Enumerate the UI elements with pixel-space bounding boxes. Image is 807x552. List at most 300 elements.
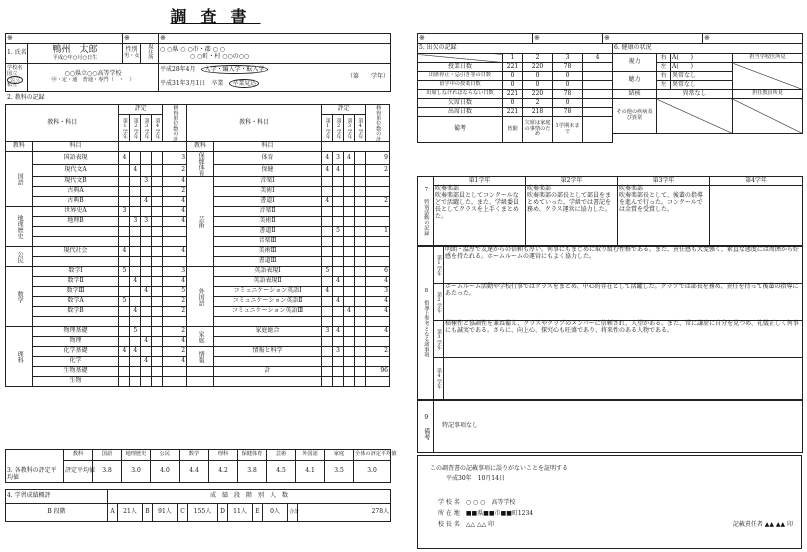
grade-year-2 [333, 367, 344, 377]
grade-year-4 [354, 367, 365, 377]
grade-year-1 [119, 177, 130, 187]
units-value [365, 317, 389, 327]
table-row [418, 247, 803, 284]
grade-year-1: 4 [322, 287, 333, 297]
star-mark: ※ [533, 34, 603, 44]
grade-year-3 [344, 247, 355, 257]
section-9-label: 9 備考 [418, 401, 434, 453]
subject-name: コミュニケーション英語Ⅲ [213, 307, 322, 317]
attendance-year: 4 [583, 54, 613, 63]
guidance-text: 積極性と協調性を兼ね備え、クラスやクラブのメンバーに信頼され、人望がある。また、常に謙虚に自分を見つめ、礼儀正しく何事にも誠実である。さらに、向上心、探究心も旺盛であり、将来性のある人物である。 [444, 321, 803, 358]
subject-group-name: 地理歴史 [6, 207, 33, 247]
grade-year-3 [141, 237, 152, 247]
subject-name: 書道Ⅱ [213, 227, 322, 237]
grade-year-4 [152, 287, 163, 297]
grade-band-label: D [218, 504, 228, 522]
grade-year-1 [322, 307, 333, 317]
grade-year-3 [141, 317, 152, 327]
subject-name [32, 317, 119, 327]
hearing-label: 聴力 [613, 72, 657, 90]
guidance-year: 第4学年 [434, 358, 444, 400]
average-table [5, 449, 397, 483]
attendance-value [583, 72, 613, 81]
subject-name [32, 227, 119, 237]
units-value: 3 [162, 152, 186, 165]
grade-year-2: 4 [130, 277, 141, 287]
student-name: 鴨州 太郎 [52, 45, 98, 56]
units-value [365, 357, 389, 367]
attendance-value: 0 [553, 72, 583, 81]
grade-year-3 [141, 367, 152, 377]
kyoka-header: 教科 [6, 142, 33, 152]
subject-name: 音楽Ⅱ [213, 207, 322, 217]
section-4-title: 4. 学習成績概評 [6, 490, 108, 504]
grade-year-2 [333, 307, 344, 317]
subject-name: 音楽Ⅰ [213, 177, 322, 187]
units-value: 9 [365, 152, 389, 165]
attendance-value: 221 [503, 63, 523, 72]
grade-year-4 [354, 277, 365, 287]
homeroom-teacher-label: 担任教員所見 [733, 90, 803, 99]
units-value: 4 [162, 197, 186, 207]
grade-year-1 [322, 347, 333, 357]
table-row [6, 327, 390, 337]
grade-year-4 [354, 327, 365, 337]
year-1-header: 第1学年 [322, 115, 333, 142]
units-header: 修得単位数の計 [162, 105, 186, 142]
year-2-header: 第2学年 [130, 115, 141, 142]
guidance-year: 第1学年 [434, 247, 444, 284]
units-value: 2 [365, 164, 389, 177]
units-value: 4 [162, 207, 186, 217]
grade-year-2 [333, 267, 344, 277]
grade-year-3 [344, 187, 355, 197]
units-value: 2 [162, 307, 186, 317]
grade-year-2 [130, 287, 141, 297]
grade-year-4 [354, 357, 365, 367]
attendance-value: 221 [503, 90, 523, 99]
grade-year-1: 4 [322, 197, 333, 207]
year-4-header: 第4学年 [354, 115, 365, 142]
grade-year-2 [130, 267, 141, 277]
grade-year-2 [130, 337, 141, 347]
grade-year-4 [354, 152, 365, 165]
grade-band-count: 21人 [118, 504, 143, 522]
units-value: 3 [365, 287, 389, 297]
units-value [365, 237, 389, 247]
kamoku-header: 科目 [213, 142, 322, 152]
vision-left: A( ) [671, 63, 733, 72]
subject-name: 物理 [32, 337, 119, 347]
grade-year-2 [130, 197, 141, 207]
attendance-value: 218 [523, 108, 553, 117]
grade-year-3 [141, 227, 152, 237]
grade-year-2 [130, 257, 141, 267]
grade-year-1 [119, 227, 130, 237]
table-row [6, 367, 390, 377]
attendance-note-1: 皆勤 [503, 117, 523, 143]
units-value: 5 [162, 287, 186, 297]
grade-year-3 [344, 257, 355, 267]
average-header: 芸術 [267, 450, 296, 461]
grade-year-2: 3 [333, 347, 344, 357]
grade-year-3 [344, 197, 355, 207]
grade-year-3 [141, 297, 152, 307]
units-value [365, 257, 389, 267]
average-header: 国語 [93, 450, 122, 461]
grade-year-3: 4 [344, 307, 355, 317]
principal-label: 校 長 名 [438, 521, 460, 528]
subject-name: 家庭総合 [213, 327, 322, 337]
grade-year-3 [344, 267, 355, 277]
table-row [418, 63, 613, 72]
grade-year-1 [322, 357, 333, 367]
grade-year-1 [119, 287, 130, 297]
units-value: 4 [365, 297, 389, 307]
subject-name: 体育 [213, 152, 322, 165]
average-header: 全体の評定平均値 [354, 450, 391, 461]
subject-group-name: 理科 [6, 327, 33, 387]
average-header: 数学 [180, 450, 209, 461]
grade-year-4 [152, 164, 163, 177]
units-value: 2 [162, 187, 186, 197]
section-6-title: 6. 健康の状況 [613, 44, 803, 54]
empty-cell [333, 377, 344, 387]
grade-year-2: 4 [333, 297, 344, 307]
grade-year-2 [333, 197, 344, 207]
grade-year-4 [354, 164, 365, 177]
table-row [6, 377, 390, 387]
units-value [365, 217, 389, 227]
left-label: 左 [657, 63, 671, 72]
grade-year-1: 5 [119, 297, 130, 307]
table-row [418, 99, 613, 108]
grade-year-3 [344, 297, 355, 307]
grade-eval-header: 評定 [322, 105, 365, 115]
grade-band-label: B [143, 504, 153, 522]
grade-year-2 [130, 177, 141, 187]
table-row [418, 72, 613, 81]
grade-year-3: 3 [141, 177, 152, 187]
table-row [418, 90, 613, 99]
grade-year-1 [119, 277, 130, 287]
grade-year-1 [322, 217, 333, 227]
table-row [6, 152, 390, 165]
grade-year-1: 4 [322, 152, 333, 165]
grade-year-4 [152, 307, 163, 317]
subject-name: コミュニケーション英語Ⅰ [213, 287, 322, 297]
grade-year-3 [141, 267, 152, 277]
grad-label: 卒業 [211, 79, 224, 87]
attendance-year: 2 [523, 54, 553, 63]
attendance-value [583, 90, 613, 99]
subject-name: 数学A [32, 297, 119, 307]
grade-year-2 [130, 207, 141, 217]
subject-name: 数学Ⅱ [32, 277, 119, 287]
grade-year-3 [344, 337, 355, 347]
grade-year-2 [130, 187, 141, 197]
grade-year-3 [141, 152, 152, 165]
average-header: 教科 [64, 450, 93, 461]
grade-year-2: 5 [130, 327, 141, 337]
subject-name [213, 357, 322, 367]
attendance-value: 0 [503, 72, 523, 81]
grade-year-4 [152, 267, 163, 277]
subject-group-name: 数学 [6, 267, 33, 327]
grade-year-1 [119, 164, 130, 177]
units-value [162, 367, 186, 377]
subject-name: 生物 [32, 377, 119, 387]
subject-group-name: 情報 [187, 347, 214, 367]
grade-year-1 [322, 367, 333, 377]
units-value: 4 [162, 337, 186, 347]
grad-date: 平成31年3月1日 [160, 79, 206, 87]
vision-label: 視力 [613, 54, 657, 72]
grade-year-1 [119, 197, 130, 207]
attendance-value [583, 99, 613, 108]
attendance-value: 220 [523, 63, 553, 72]
grade-band-label: A [108, 504, 118, 522]
grade-year-1 [119, 317, 130, 327]
subject-name: 物理基礎 [32, 327, 119, 337]
average-header: 家庭 [325, 450, 354, 461]
grade-year-1: 3 [322, 327, 333, 337]
grade-year-3 [344, 327, 355, 337]
activity-text: 吹奏楽部 吹奏楽部の部長として部員をまとめていった。学級では書記を務め、クラス運営に協力した。 [526, 186, 618, 246]
subject-group-name: 外国語 [187, 267, 214, 327]
table-row [418, 108, 613, 117]
grade-year-4 [152, 227, 163, 237]
grade-year-1 [322, 257, 333, 267]
grade-year-3 [141, 347, 152, 357]
grade-year-1 [322, 207, 333, 217]
subject-name: 古典A [32, 187, 119, 197]
grade-year-4 [152, 367, 163, 377]
grade-year-1 [119, 337, 130, 347]
subject-name: 世界史A [32, 207, 119, 217]
table-row [6, 347, 390, 357]
attendance-value: 78 [553, 90, 583, 99]
attendance-year: 3 [553, 54, 583, 63]
subject-name: 現代文B [32, 177, 119, 187]
average-value: 4.4 [180, 461, 209, 483]
units-value [365, 177, 389, 187]
school-doctor-label: 担当学校医所見 [733, 54, 803, 63]
gaihyo-table [5, 489, 391, 522]
units-value: 96 [365, 367, 389, 377]
grade-year-1 [322, 297, 333, 307]
remarks-table [417, 400, 803, 453]
grade-year-1 [322, 247, 333, 257]
units-value [365, 207, 389, 217]
average-value: 3.0 [354, 461, 391, 483]
grade-year-1 [119, 367, 130, 377]
subject-name: 美術Ⅱ [213, 217, 322, 227]
empty-cell [344, 377, 355, 387]
units-value: 1 [365, 227, 389, 237]
units-value [162, 377, 186, 387]
grade-year-4 [354, 267, 365, 277]
sex-label: 性別 [125, 46, 138, 54]
vision-right: A( ) [671, 54, 733, 63]
attendance-note-label: 備考 [418, 117, 503, 143]
kyoka-header: 教科 [187, 142, 214, 152]
subject-header: 教科・科目 [6, 105, 119, 142]
grade-year-3 [141, 187, 152, 197]
admit-date: 平成28年4月 [160, 66, 196, 74]
health-table [612, 43, 803, 134]
school-name-label: 学 校 名 [438, 499, 460, 506]
grade-year-1 [322, 227, 333, 237]
right-label: 右 [657, 72, 671, 81]
attendance-note-3: 1学期末まで [553, 117, 583, 143]
attendance-value [583, 63, 613, 72]
grade-year-1: 5 [322, 267, 333, 277]
subject-name: 保健 [213, 164, 322, 177]
subject-header: 教科・科目 [187, 105, 322, 142]
grade-year-1 [322, 337, 333, 347]
kamoku-header: 科目 [32, 142, 119, 152]
attendance-value: 0 [523, 72, 553, 81]
table-row [418, 358, 803, 400]
attendance-year: 1 [503, 54, 523, 63]
grade-year-4 [354, 337, 365, 347]
grade-year-3 [344, 357, 355, 367]
star-mark: ※ [418, 34, 533, 44]
subject-name: 数学Ⅲ [32, 287, 119, 297]
grade-year-3: 4 [141, 287, 152, 297]
grade-year-2 [333, 217, 344, 227]
grade-year-4 [152, 317, 163, 327]
empty-cell [365, 377, 389, 387]
grad-status: 卒業見込 [229, 79, 259, 88]
units-value: 3 [162, 267, 186, 277]
attendance-value: 0 [503, 81, 523, 90]
grade-year-2: 4 [130, 307, 141, 317]
table-row [418, 321, 803, 358]
grade-year-3 [344, 347, 355, 357]
average-value: 3.5 [325, 461, 354, 483]
subject-name: 音楽Ⅲ [213, 237, 322, 247]
activity-text: 吹奏楽部 吹奏楽部長として、後輩の指導を進んで行った。コンクールでは金賞を受賞した。 [618, 186, 710, 246]
grade-year-2 [130, 377, 141, 387]
guidance-text: 明朗・温厚で友達からの信頼も厚い。何事にもまじめに取り組む性格である。また、責任感も大変強く、素直な態度には周囲から好感を持たれる。ホームルームの運営にもよく協力した。 [444, 247, 803, 284]
subject-group-name: 公民 [6, 247, 33, 267]
grade-year-2 [130, 297, 141, 307]
activity-text [710, 186, 803, 246]
grade-year-4 [152, 337, 163, 347]
attendance-note-2: 欠席は家庭の事情のため [523, 117, 553, 143]
units-value: 4 [162, 217, 186, 227]
grade-year-2 [130, 247, 141, 257]
grade-year-1 [119, 187, 130, 197]
average-header: 地理歴史 [122, 450, 151, 461]
grade-year-4 [354, 197, 365, 207]
tb-value: 異常なし [657, 90, 733, 99]
record-writer: 記載責任者 ▲▲ ▲▲ 印 [732, 521, 793, 528]
grade-year-4 [152, 197, 163, 207]
subject-name [213, 337, 322, 347]
empty-cell [187, 377, 214, 387]
subject-name: 数学B [32, 307, 119, 317]
grade-year-4 [354, 207, 365, 217]
attendance-value: 221 [503, 108, 523, 117]
activity-year-header: 第4学年 [710, 177, 803, 186]
average-value: 4.5 [267, 461, 296, 483]
guidance-year: 第3学年 [434, 321, 444, 358]
section-8-label: 8 指導上参考となる諸事項 [418, 247, 434, 400]
units-value: 2 [162, 297, 186, 307]
grade-year-4 [354, 257, 365, 267]
subject-name: 英語表現Ⅱ [213, 277, 322, 287]
attendance-label: 授業日数 [418, 63, 503, 72]
grade-year-4 [152, 177, 163, 187]
attendance-label: 出席しなければならない日数 [418, 90, 503, 99]
location-value: ■■県■■市■■町1234 [465, 510, 534, 517]
grade-year-4 [152, 257, 163, 267]
subject-name: 地理B [32, 217, 119, 227]
subject-name: 計 [213, 367, 322, 377]
grade-year-3 [344, 317, 355, 327]
table-row [6, 267, 390, 277]
average-value: 4.2 [209, 461, 238, 483]
attendance-value: 0 [553, 99, 583, 108]
total-label: 合計 [288, 504, 298, 522]
average-value: 3.0 [122, 461, 151, 483]
grade-year-1 [322, 277, 333, 287]
grade-year-4 [354, 227, 365, 237]
grade-year-2 [333, 337, 344, 347]
grade-year-4 [354, 287, 365, 297]
subject-group-name: 国語 [6, 152, 33, 207]
grade-year-1: 4 [322, 164, 333, 177]
units-value [162, 317, 186, 327]
average-row-label: 評定平均値 [64, 461, 93, 483]
grade-year-2 [333, 357, 344, 367]
grade-year-2 [130, 227, 141, 237]
grade-year-2 [130, 317, 141, 327]
hearing-left: 異常なし [671, 81, 733, 90]
grade-year-2: 4 [333, 327, 344, 337]
subject-name: 化学基礎 [32, 347, 119, 357]
activity-text: 吹奏楽部 吹奏楽部員としてコンクールなどで活躍した。また、学級委員長としてクラスを上手くまとめた。 [434, 186, 526, 246]
section-2-title: 2. 教科の記録 [7, 94, 45, 101]
subject-group-name [187, 367, 214, 377]
grade-year-3 [141, 277, 152, 287]
average-header: 保健体育 [238, 450, 267, 461]
grades-body [6, 152, 390, 387]
year-3-header: 第3学年 [344, 115, 355, 142]
grade-year-1 [119, 357, 130, 367]
grade-year-4 [152, 377, 163, 387]
grade-band-label: C [178, 504, 188, 522]
grade-year-4 [152, 277, 163, 287]
grade-year-2: 5 [333, 227, 344, 237]
attendance-value: 0 [553, 81, 583, 90]
subject-name: 数学Ⅰ [32, 267, 119, 277]
subject-name: 書道Ⅰ [213, 197, 322, 207]
grade-band-count: 91人 [153, 504, 178, 522]
grade-year-1: 4 [119, 152, 130, 165]
grade-year-2 [333, 287, 344, 297]
subject-name: 国語表現 [32, 152, 119, 165]
grade-band-count: 0人 [263, 504, 288, 522]
grade-year-2 [333, 187, 344, 197]
grade-year-3 [141, 207, 152, 217]
average-header: 公民 [151, 450, 180, 461]
grade-year-2: 3 [130, 217, 141, 227]
average-value: 3.8 [238, 461, 267, 483]
